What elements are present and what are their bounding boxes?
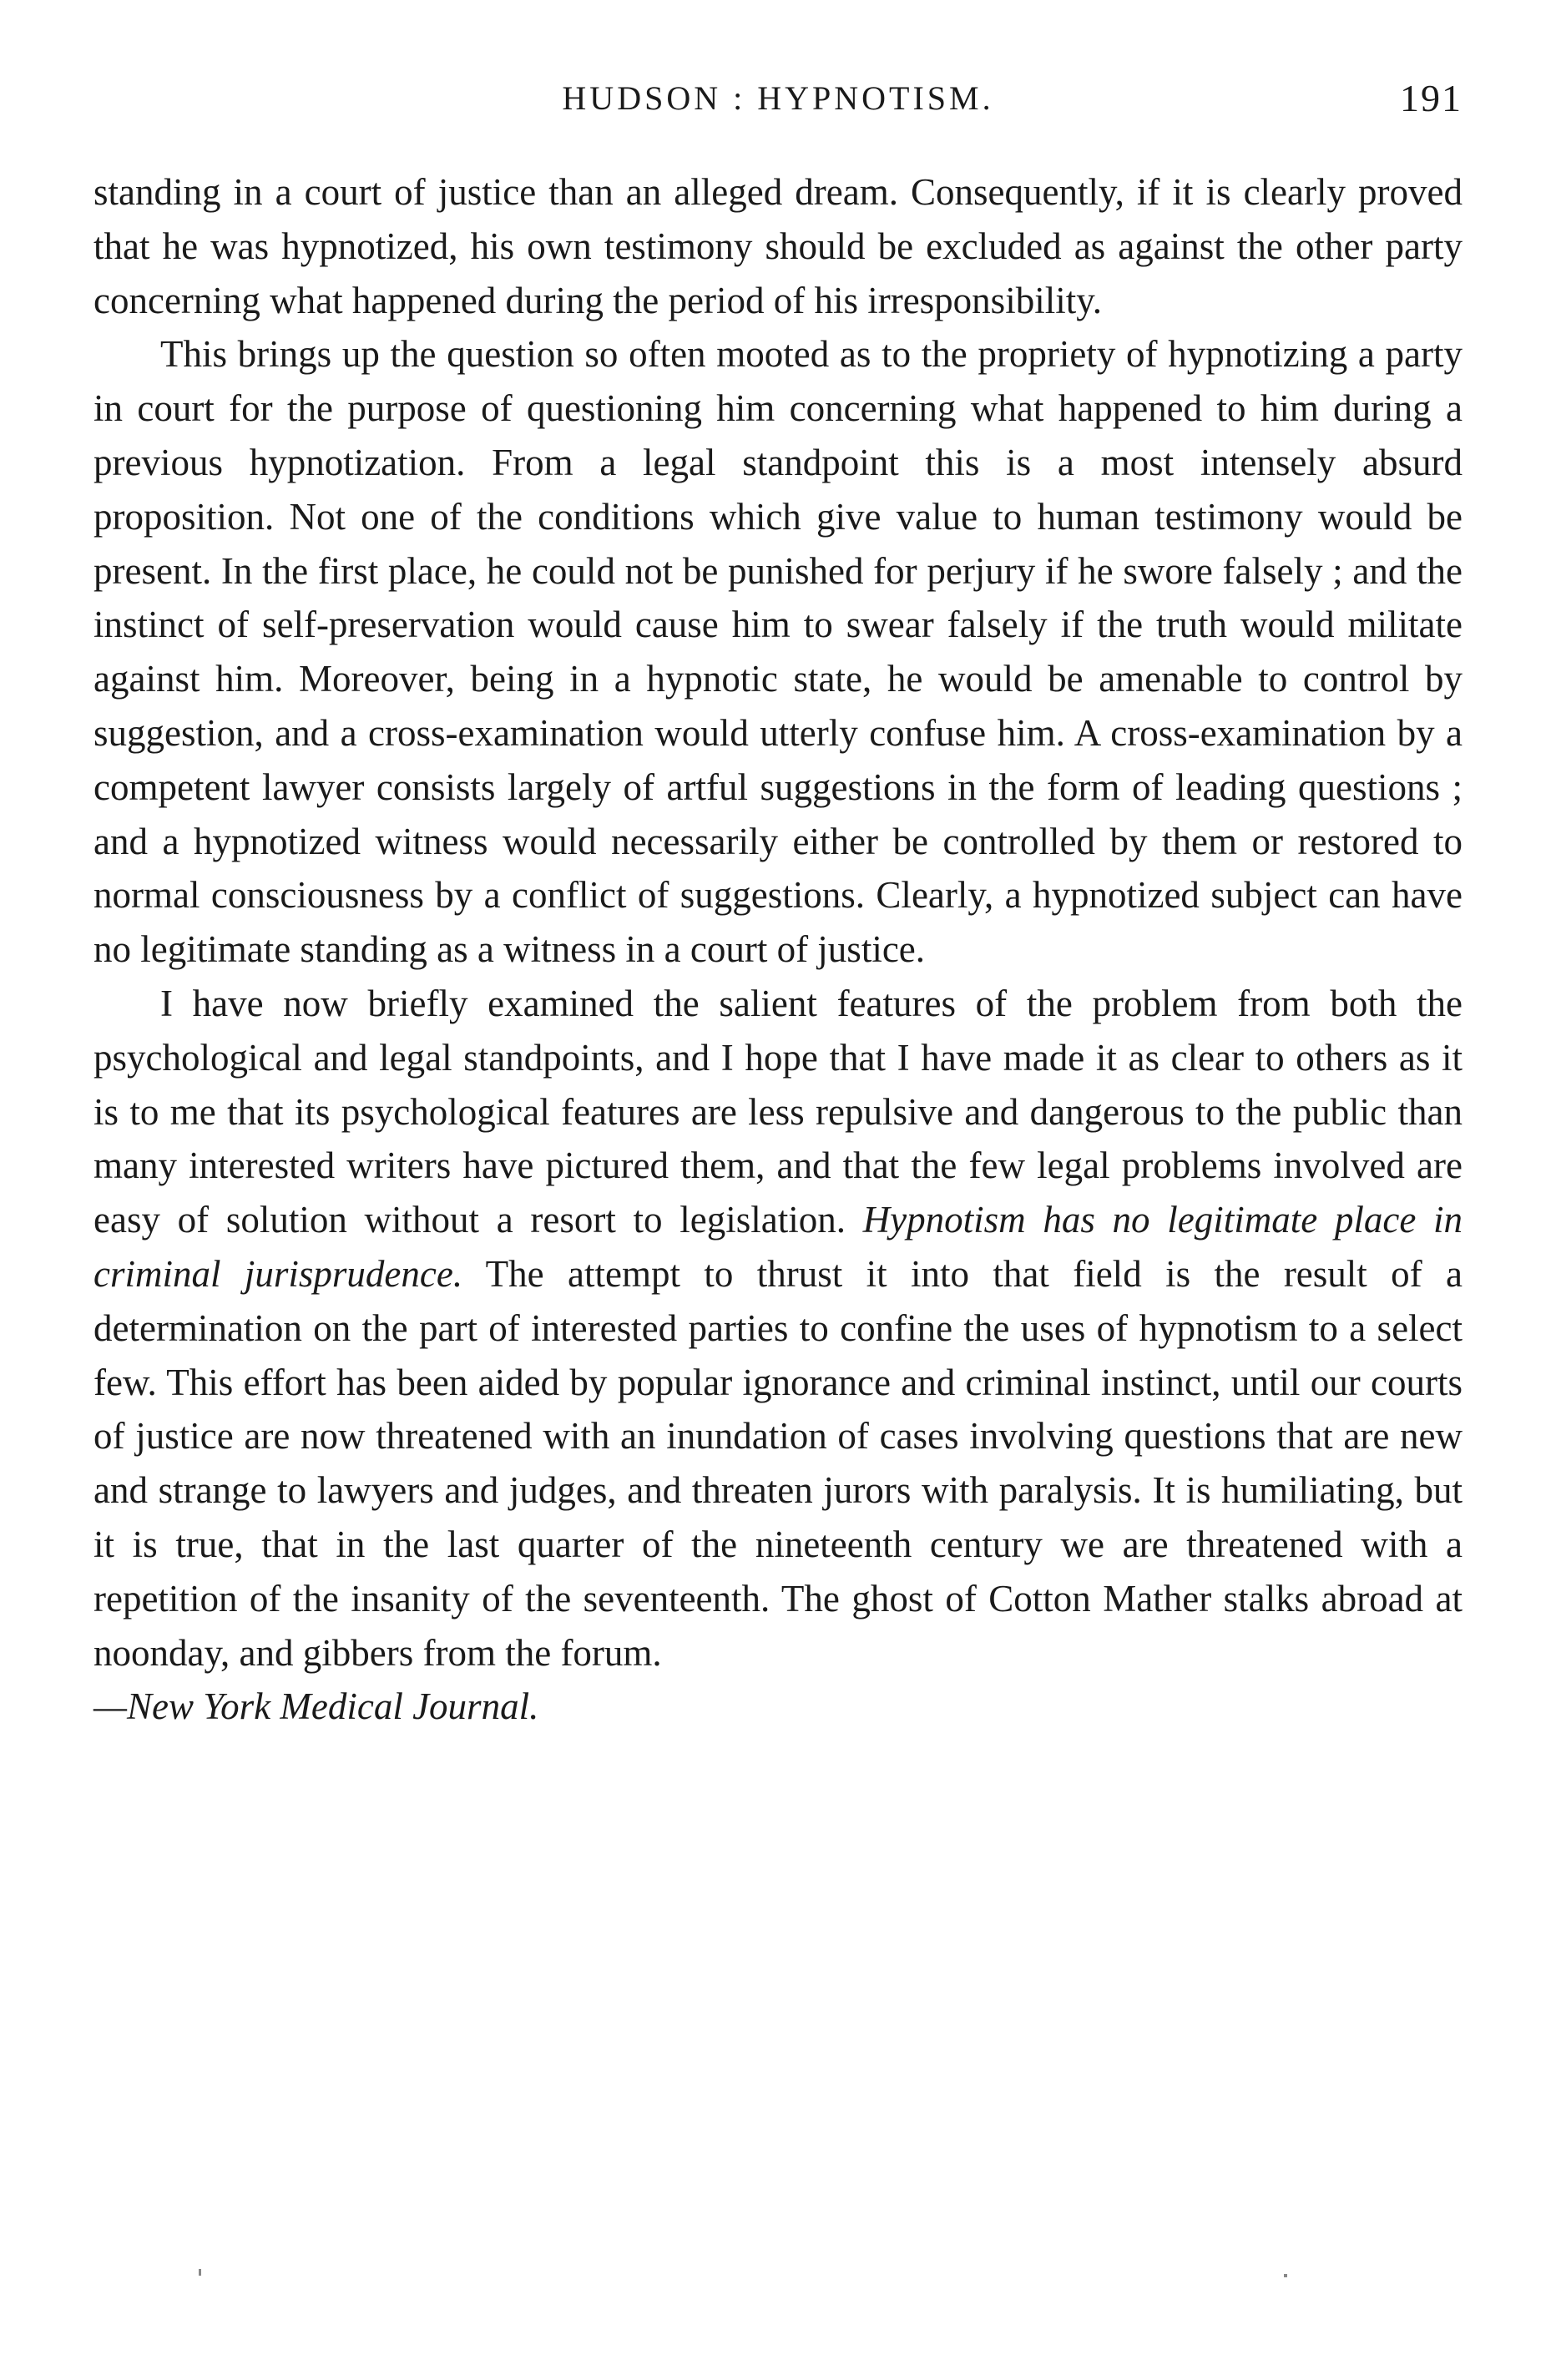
paragraph-1 xyxy=(93,165,1463,327)
source-citation xyxy=(93,1680,1463,1734)
paragraph-3-italic-phrase: Hypnotism has no legitimate place in criminal jurisprudence. xyxy=(93,1199,1463,1295)
body-text xyxy=(93,165,1463,1734)
source-citation-text: —New York Medical Journal. xyxy=(93,1685,539,1728)
running-head xyxy=(93,73,1463,132)
paragraph-3-text-end: The attempt to thrust it into that field is the result of a determination on the part of interested parties to confine the uses of hypnotism to a select few. This effort has been aided by popular ignorance and criminal instinct, until our courts of justice are now threatened with an inundation of cases involving questions that are new and strange to lawyers and judges, and threaten jurors with paralysis. It is humiliating, but it is true, that in the last quarter of the nineteenth century we are threatened with a repetition of the insanity of the seventeenth. The ghost of Cotton Mather stalks abroad at noonday, and gibbers from the forum. xyxy=(93,1252,1463,1674)
paragraph-3-text-start: I have now briefly examined the salient features of the problem from both the psychological and legal standpoints, and I hope that I have made it as clear to others as it is to me that its psychological features are less repulsive and dangerous to the public than many interested writers have pictured them, and that the few legal problems involved are easy of solution without a resort to legislation. xyxy=(93,982,1463,1241)
running-title: HUDSON : HYPNOTISM. xyxy=(562,79,994,117)
print-speck xyxy=(1284,2274,1287,2277)
page-number: 191 xyxy=(1400,77,1463,119)
paragraph-2 xyxy=(93,327,1463,977)
paragraph-1-text: standing in a court of justice than an alleged dream. Consequently, if it is clearly proved that he was hypnotized, his own testimony should be excluded as against the other party concerning what happened during the period of his irresponsibility. xyxy=(93,171,1463,321)
print-speck xyxy=(199,2269,201,2276)
paragraph-2-text: This brings up the question so often mooted as to the propriety of hypnotizing a party in court for the purpose of questioning him concerning what happened to him during a previous hypnotization. From a legal standpoint this is a most intensely absurd proposition. Not one of the conditions which give value to human testimony would be present. In the first place, he could not be punished for perjury if he swore falsely ; and the instinct of self-preservation would cause him to swear falsely if the truth would militate against him. Moreover, being in a hypnotic state, he would be amenable to control by suggestion, and a cross-examination would utterly confuse him. A cross-examination by a competent lawyer consists largely of artful suggestions in the form of leading questions ; and a hypnotized witness would necessarily either be controlled by them or restored to normal consciousness by a conflict of suggestions. Clearly, a hypnotized subject can have no legitimate standing as a witness in a court of justice. xyxy=(93,333,1463,971)
paragraph-3 xyxy=(93,977,1463,1680)
